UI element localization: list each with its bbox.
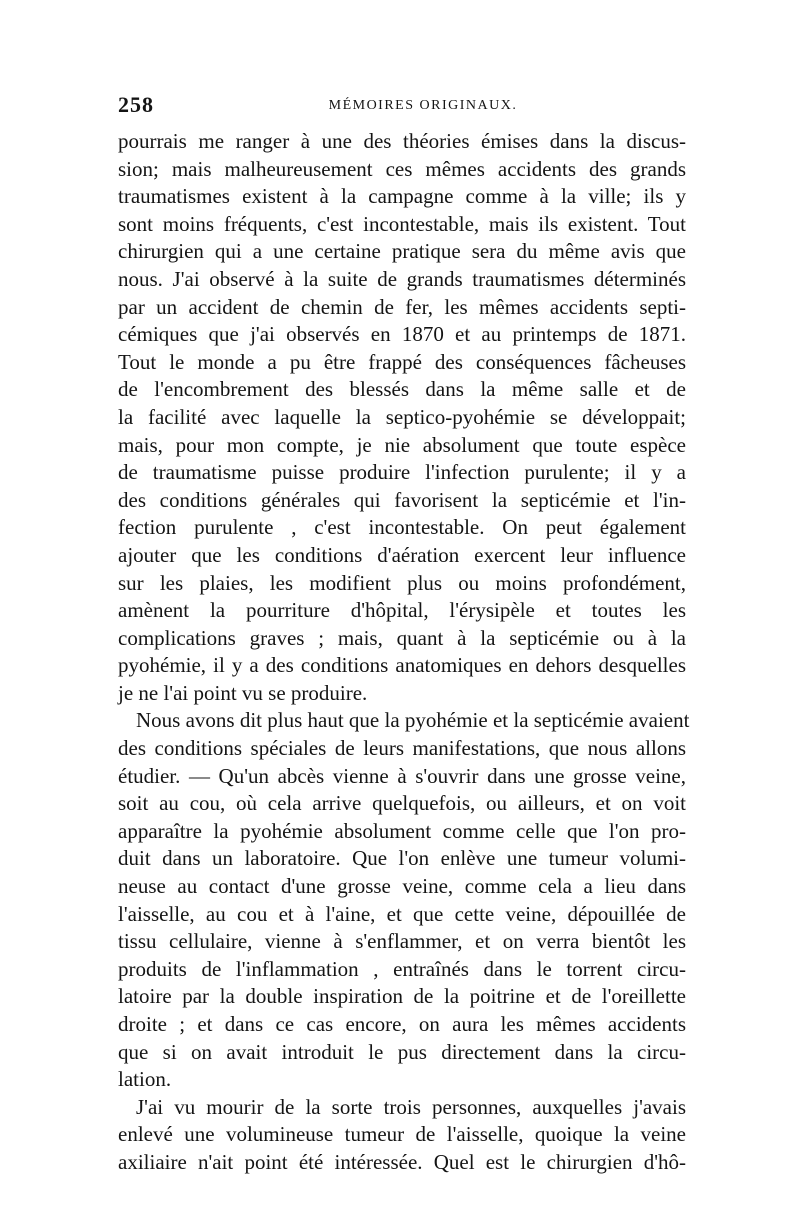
text-line: par un accident de chemin de fer, les mêmes accidents septi- [118, 294, 686, 319]
text-line: lation. [118, 1067, 172, 1092]
text-line: de l'encombrement des blessés dans la même salle et de [118, 377, 686, 402]
text-line: J'ai vu mourir de la sorte trois personnes, auxquelles j'avais [136, 1094, 686, 1119]
text-line: pyohémie, il y a des conditions anatomiques en dehors desquelles [118, 653, 686, 678]
text-line: ajouter que les conditions d'aération exercent leur influence [118, 542, 686, 567]
paragraph-3 [118, 1094, 686, 1177]
text-line: traumatismes existent à la campagne comme à la ville; ils y [118, 184, 686, 209]
page-header [118, 92, 688, 122]
text-line: latoire par la double inspiration de la poitrine et de l'oreillette [118, 984, 686, 1009]
text-line: pourrais me ranger à une des théories émises dans la discus- [118, 129, 686, 153]
text-line: droite ; et dans ce cas encore, on aura les mêmes accidents [118, 1012, 686, 1036]
text-line: apparaître la pyohémie absolument comme celle que l'on pro- [118, 818, 686, 843]
text-line: mais, pour mon compte, je nie absolument que toute espèce [118, 432, 686, 457]
text-line: amènent la pourriture d'hôpital, l'érysipèle et toutes les [118, 598, 686, 623]
text-line: sur les plaies, les modifient plus ou moins profondément, [118, 570, 686, 595]
text-line: enlevé une volumineuse tumeur de l'aisselle, quoique la veine [118, 1122, 686, 1147]
text-line: axiliaire n'ait point été intéressée. Quel est le chirurgien d'hô- [118, 1149, 686, 1174]
text-line: Nous avons dit plus haut que la pyohémie et la septicémie avaient [136, 708, 690, 733]
text-line: des conditions spéciales de leurs manifestations, que nous allons [118, 736, 686, 761]
text-line: tissu cellulaire, vienne à s'enflammer, et on verra bientôt les [118, 929, 686, 954]
text-line: cémiques que j'ai observés en 1870 et au printemps de 1871. [118, 322, 686, 347]
text-line: que si on avait introduit le pus directement dans la circu- [118, 1039, 686, 1064]
text-line: duit dans un laboratoire. Que l'on enlève une tumeur volumi- [118, 846, 686, 871]
text-line: sont moins fréquents, c'est incontestable, mais ils existent. Tout [118, 211, 686, 236]
text-line: chirurgien qui a une certaine pratique sera du même avis que [118, 239, 686, 264]
text-line: nous. J'ai observé à la suite de grands traumatismes déterminés [118, 266, 686, 291]
text-line: Tout le monde a pu être frappé des conséquences fâcheuses [118, 349, 686, 374]
text-line: je ne l'ai point vu se produire. [118, 680, 368, 705]
page-number: 258 [118, 92, 154, 117]
text-line: neuse au contact d'une grosse veine, comme cela a lieu dans [118, 874, 686, 899]
text-line: la facilité avec laquelle la septico-pyohémie se développait; [118, 404, 686, 429]
text-line: étudier. — Qu'un abcès vienne à s'ouvrir dans une grosse veine, [118, 763, 686, 788]
body-text [118, 128, 690, 1177]
text-line: de traumatisme puisse produire l'infection purulente; il y a [118, 460, 686, 485]
text-line: sion; mais malheureusement ces mêmes accidents des grands [118, 156, 686, 181]
text-line: l'aisselle, au cou et à l'aine, et que cette veine, dépouillée de [118, 901, 686, 926]
text-line: des conditions générales qui favorisent la septicémie et l'in- [118, 487, 686, 512]
text-line: complications graves ; mais, quant à la septicémie ou à la [118, 625, 686, 650]
text-line: fection purulente , c'est incontestable. On peut également [118, 515, 686, 540]
paragraph-1 [118, 128, 686, 707]
running-title: MÉMOIRES ORIGINAUX. [328, 98, 518, 113]
text-line: soit au cou, où cela arrive quelquefois, ou ailleurs, et on voit [118, 791, 686, 816]
text-line: produits de l'inflammation , entraînés dans le torrent circu- [118, 956, 686, 981]
paragraph-2 [118, 707, 690, 1093]
